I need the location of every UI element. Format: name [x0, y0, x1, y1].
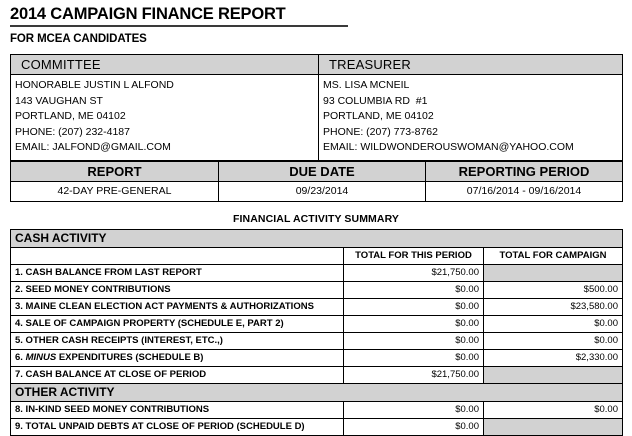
report-value-row — [11, 181, 623, 201]
row-total-campaign — [484, 264, 623, 281]
row-total-this-period: $0.00 — [344, 418, 484, 435]
treasurer-email: EMAIL: WILDWONDEROUSWOMAN@YAHOO.COM — [323, 141, 574, 154]
row-label: 7. CASH BALANCE AT CLOSE OF PERIOD — [11, 366, 344, 383]
committee-address: 143 VAUGHAN ST — [15, 94, 103, 107]
row-label: 3. MAINE CLEAN ELECTION ACT PAYMENTS & AUTHORIZATIONS — [11, 298, 344, 315]
due-date-value: 09/23/2014 — [219, 181, 426, 201]
row-total-campaign: $0.00 — [484, 401, 623, 418]
col-header-total-period: TOTAL FOR THIS PERIOD — [344, 247, 484, 264]
reporting-period-header: REPORTING PERIOD — [426, 161, 623, 181]
committee-header: COMMITTEE — [11, 55, 319, 75]
report-header: REPORT — [11, 161, 219, 181]
table-row — [11, 332, 623, 349]
column-header-spacer — [11, 247, 344, 264]
col-header-total-campaign: TOTAL FOR CAMPAIGN — [484, 247, 623, 264]
row-label: 4. SALE OF CAMPAIGN PROPERTY (SCHEDULE E, PART 2) — [11, 315, 344, 332]
row-total-this-period: $21,750.00 — [344, 264, 484, 281]
row-total-this-period: $21,750.00 — [344, 366, 484, 383]
committee-city-state-zip: PORTLAND, ME 04102 — [15, 110, 126, 123]
treasurer-address: 93 COLUMBIA RD #1 — [323, 94, 428, 107]
row-total-this-period: $0.00 — [344, 401, 484, 418]
party-detail-row — [11, 75, 623, 161]
row-total-campaign: $0.00 — [484, 332, 623, 349]
row-label: 2. SEED MONEY CONTRIBUTIONS — [11, 281, 344, 298]
other-activity-section-row — [11, 383, 623, 401]
row-total-campaign: $500.00 — [484, 281, 623, 298]
reporting-period-value: 07/16/2014 - 09/16/2014 — [426, 181, 623, 201]
table-row — [11, 264, 623, 281]
page-title: 2014 CAMPAIGN FINANCE REPORT — [10, 5, 348, 27]
row-total-campaign — [484, 418, 623, 435]
row-total-this-period: $0.00 — [344, 315, 484, 332]
committee-phone: PHONE: (207) 232-4187 — [15, 125, 130, 138]
table-row — [11, 298, 623, 315]
row-label-emphasis: MINUS — [25, 351, 57, 363]
row-total-campaign: $0.00 — [484, 315, 623, 332]
other-activity-section-header: OTHER ACTIVITY — [11, 383, 623, 401]
financial-summary-caption: FINANCIAL ACTIVITY SUMMARY — [233, 212, 399, 225]
table-row — [11, 418, 623, 435]
table-row — [11, 281, 623, 298]
committee-treasurer-table — [10, 54, 623, 161]
row-label: 8. IN-KIND SEED MONEY CONTRIBUTIONS — [11, 401, 344, 418]
row-label: 5. OTHER CASH RECEIPTS (INTEREST, ETC.,) — [11, 332, 344, 349]
table-row — [11, 315, 623, 332]
table-row — [11, 401, 623, 418]
cash-activity-section-row — [11, 229, 623, 247]
row-total-campaign: $2,330.00 — [484, 349, 623, 366]
column-header-row — [11, 247, 623, 264]
row-total-this-period: $0.00 — [344, 281, 484, 298]
table-row — [11, 366, 623, 383]
cash-activity-section-header: CASH ACTIVITY — [11, 229, 623, 247]
row-total-campaign: $23,580.00 — [484, 298, 623, 315]
committee-details — [11, 75, 319, 161]
report-value: 42-DAY PRE-GENERAL — [11, 181, 219, 201]
party-header-row — [11, 55, 623, 75]
row-label: 9. TOTAL UNPAID DEBTS AT CLOSE OF PERIOD (SCHEDULE D) — [11, 418, 344, 435]
committee-email: EMAIL: JALFOND@GMAIL.COM — [15, 141, 171, 154]
table-row — [11, 349, 623, 366]
row-label: 1. CASH BALANCE FROM LAST REPORT — [11, 264, 344, 281]
row-total-this-period: $0.00 — [344, 332, 484, 349]
treasurer-header: TREASURER — [319, 55, 623, 75]
row-total-this-period: $0.00 — [344, 298, 484, 315]
financial-activity-table — [10, 229, 623, 436]
row-total-campaign — [484, 366, 623, 383]
report-info-table — [10, 161, 623, 202]
row-label: 6. MINUS EXPENDITURES (SCHEDULE B) — [11, 349, 344, 366]
due-date-header: DUE DATE — [219, 161, 426, 181]
page-subtitle: FOR MCEA CANDIDATES — [10, 33, 147, 45]
row-total-this-period: $0.00 — [344, 349, 484, 366]
committee-name: HONORABLE JUSTIN L ALFOND — [15, 79, 174, 91]
treasurer-name: MS. LISA MCNEIL — [323, 79, 410, 91]
treasurer-details — [319, 75, 623, 161]
treasurer-phone: PHONE: (207) 773-8762 — [323, 125, 438, 138]
report-header-row — [11, 161, 623, 181]
title-block — [0, 0, 632, 46]
treasurer-city-state-zip: PORTLAND, ME 04102 — [323, 110, 434, 123]
